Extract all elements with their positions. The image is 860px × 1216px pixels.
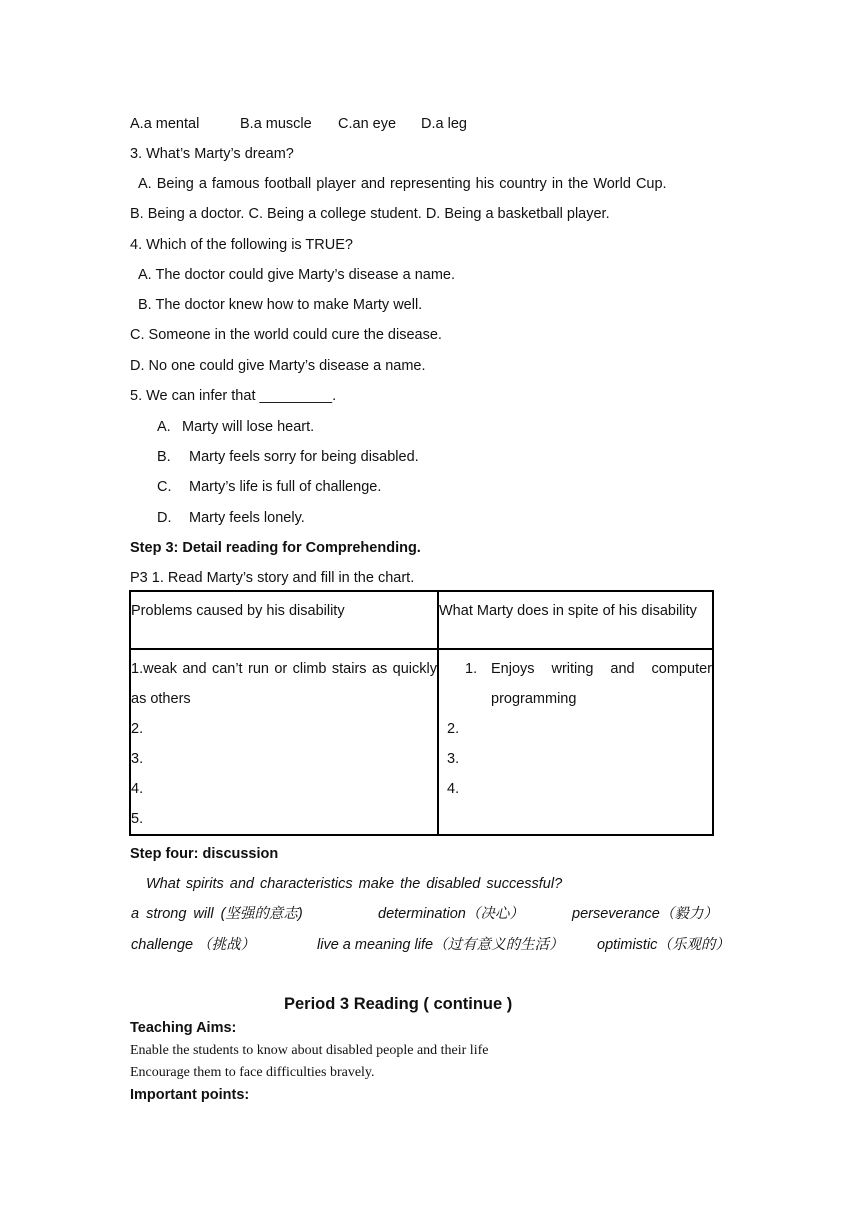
q3-options-line1: A. Being a famous football player and representing his country in the World Cup. xyxy=(138,176,667,192)
chart-action-1-number: 1. xyxy=(465,661,478,677)
q5-option-a-text: Marty will lose heart. xyxy=(182,419,315,435)
q4-option-c: C. Someone in the world could cure the disease. xyxy=(130,327,442,343)
chart-header-actions-label: What Marty does in spite of his disability xyxy=(439,603,697,619)
word-challenge: challenge （挑战） xyxy=(131,937,256,953)
q2-option-b: B.a muscle xyxy=(240,116,312,132)
q5-option-d-letter: D. xyxy=(157,510,172,526)
q3-question: 3. What’s Marty’s dream? xyxy=(130,146,294,162)
step3-instruction: P3 1. Read Marty’s story and fill in the chart. xyxy=(130,570,415,586)
teaching-aim-2: Encourage them to face difficulties bravely. xyxy=(130,1065,375,1080)
chart-problem-1: 1.weak and can’t run or climb stairs as quickly as others xyxy=(131,661,437,707)
word-determination: determination（决心） xyxy=(378,906,524,922)
q5-option-d-text: Marty feels lonely. xyxy=(189,510,305,526)
chart-action-1: Enjoys writing and computer programming xyxy=(491,661,712,707)
chart-header-problems xyxy=(130,591,438,649)
q2-option-d: D.a leg xyxy=(421,116,467,132)
q3-options-line2: B. Being a doctor. C. Being a college student. D. Being a basketball player. xyxy=(130,206,610,222)
word-meaningful-life: live a meaning life（过有意义的生活） xyxy=(317,937,564,953)
q5-option-c-text: Marty’s life is full of challenge. xyxy=(189,479,382,495)
step4-question: What spirits and characteristics make the disabled successful? xyxy=(146,876,563,892)
chart-problem-3: 3. xyxy=(131,751,144,767)
q5-option-b-letter: B. xyxy=(157,449,171,465)
step4-heading: Step four: discussion xyxy=(130,846,279,862)
chart-actions-cell xyxy=(438,649,713,835)
chart-problem-2: 2. xyxy=(131,721,144,737)
chart-header-actions xyxy=(438,591,713,649)
fill-in-chart xyxy=(129,590,714,836)
step3-heading: Step 3: Detail reading for Comprehending. xyxy=(130,540,421,556)
q5-option-c-letter: C. xyxy=(157,479,172,495)
q5-question: 5. We can infer that _________. xyxy=(130,388,337,404)
q4-option-b: B. The doctor knew how to make Marty well. xyxy=(138,297,423,313)
chart-problem-5: 5. xyxy=(131,811,144,827)
q2-option-c: C.an eye xyxy=(338,116,397,132)
q5-option-b-text: Marty feels sorry for being disabled. xyxy=(189,449,419,465)
chart-problems-cell xyxy=(130,649,438,835)
word-strong-will: a strong will (坚强的意志) xyxy=(131,906,303,922)
chart-problem-4: 4. xyxy=(131,781,144,797)
q2-option-a: A.a mental xyxy=(130,116,200,132)
q4-option-a: A. The doctor could give Marty’s disease a name. xyxy=(138,267,456,283)
chart-action-3: 3. xyxy=(447,751,460,767)
word-optimistic: optimistic（乐观的） xyxy=(597,937,730,953)
chart-action-2: 2. xyxy=(447,721,460,737)
q4-question: 4. Which of the following is TRUE? xyxy=(130,237,353,253)
chart-header-problems-label: Problems caused by his disability xyxy=(131,603,345,619)
q5-option-a-letter: A. xyxy=(157,419,171,435)
word-perseverance: perseverance（毅力） xyxy=(572,906,718,922)
chart-action-4: 4. xyxy=(447,781,460,797)
teaching-aims-heading: Teaching Aims: xyxy=(130,1020,237,1036)
q4-option-d: D. No one could give Marty’s disease a name. xyxy=(130,358,426,374)
important-points-heading: Important points: xyxy=(130,1087,250,1103)
teaching-aim-1: Enable the students to know about disabled people and their life xyxy=(130,1043,489,1058)
period3-title: Period 3 Reading ( continue ) xyxy=(284,995,513,1013)
